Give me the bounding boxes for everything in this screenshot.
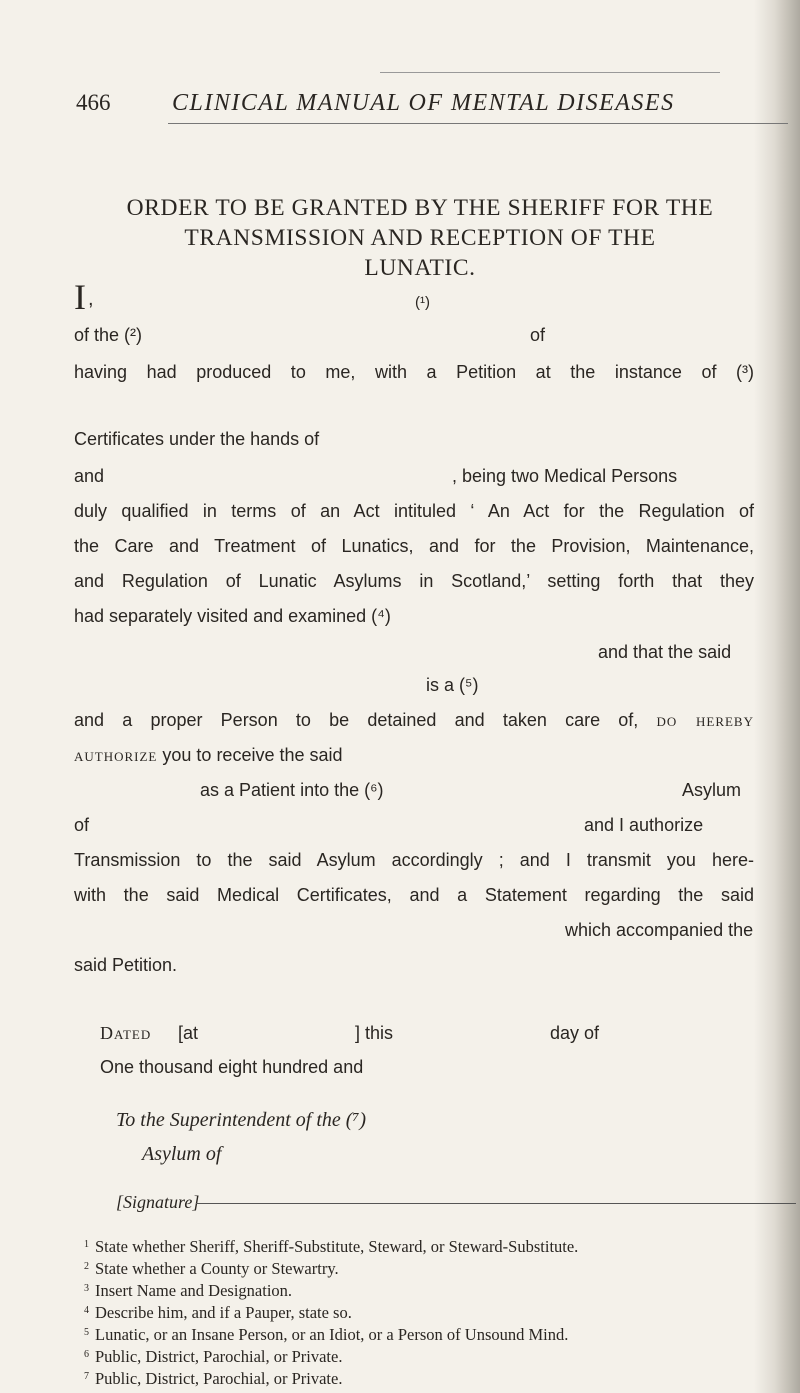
footnote-text: State whether a County or Stewartry. xyxy=(95,1259,339,1278)
footnote-text: Public, District, Parochial, or Private. xyxy=(95,1369,343,1388)
footnote-text: Lunatic, or an Insane Person, or an Idiot, or a Person of Unsound Mind. xyxy=(95,1325,569,1344)
top-rule xyxy=(380,72,720,73)
form-of-b: of xyxy=(74,815,90,835)
running-head: CLINICAL MANUAL OF MENTAL DISEASES xyxy=(172,90,675,116)
line-with: with the said Medical Certificates, and a Statement regarding the said xyxy=(74,885,754,905)
form-and-a: and xyxy=(74,466,105,486)
document-title xyxy=(70,193,770,283)
form-and-that: and that the said xyxy=(598,642,732,662)
footnote-text: Describe him, and if a Pauper, state so. xyxy=(95,1303,352,1322)
line-authorize xyxy=(74,744,343,766)
footnote-text: Public, District, Parochial, or Private. xyxy=(95,1347,343,1366)
form-of-the: of the (²) xyxy=(74,325,143,345)
line-duly: duly qualified in terms of an Act intituled ‘ An Act for the Regulation of xyxy=(74,501,754,521)
form-signature: [Signature] xyxy=(116,1192,200,1212)
form-said-petition: said Petition. xyxy=(74,955,178,975)
footnote-3 xyxy=(84,1279,292,1301)
line-transmission: Transmission to the said Asylum accordingly ; and I transmit you here- xyxy=(74,850,754,870)
footnote-num: 1 xyxy=(84,1239,89,1250)
title-line-3: LUNATIC. xyxy=(364,255,476,281)
form-at: [at xyxy=(178,1023,199,1043)
footnote-num: 7 xyxy=(84,1371,89,1382)
line-petition: having had produced to me, with a Petition at the instance of (³) xyxy=(74,362,754,382)
footnote-text: Insert Name and Designation. xyxy=(95,1281,293,1300)
form-to-superintendent: To the Superintendent of the (⁷) xyxy=(116,1109,367,1131)
signature-line xyxy=(196,1203,796,1204)
form-asylum: Asylum xyxy=(682,780,742,800)
header-rule xyxy=(168,123,788,124)
line-care: the Care and Treatment of Lunatics, and for the Provision, Maintenance, xyxy=(74,536,754,556)
line-regulation: and Regulation of Lunatic Asylums in Scotland,’ setting forth that they xyxy=(74,571,754,591)
form-i: I xyxy=(74,277,86,317)
title-line-2: TRANSMISSION AND RECEPTION OF THE xyxy=(184,225,656,251)
footnote-num: 3 xyxy=(84,1283,89,1294)
do-hereby: do hereby xyxy=(656,710,754,730)
line-proper xyxy=(74,709,754,731)
form-is-a: is a (⁵) xyxy=(426,675,479,695)
form-day-of: day of xyxy=(550,1023,600,1043)
footnote-num: 6 xyxy=(84,1349,89,1360)
form-this: ] this xyxy=(355,1023,394,1043)
footnote-ref-1: (¹) xyxy=(415,294,430,311)
form-which-accompanied: which accompanied the xyxy=(565,920,754,940)
title-line-1: ORDER TO BE GRANTED BY THE SHERIFF FOR THE xyxy=(126,195,714,221)
line-visited: had separately visited and examined (⁴) xyxy=(74,606,391,626)
form-and-i-authorize: and I authorize xyxy=(584,815,704,835)
form-i-comma: , xyxy=(88,288,94,310)
line-proper-text: and a proper Person to be detained and taken care of, xyxy=(74,710,639,730)
footnote-1 xyxy=(84,1235,578,1257)
form-dated: Dated xyxy=(100,1023,152,1043)
page-number: 466 xyxy=(76,90,111,115)
receive-text: you to receive the said xyxy=(162,745,343,765)
footnote-2 xyxy=(84,1257,339,1279)
footnote-4 xyxy=(84,1301,352,1323)
form-one-thousand: One thousand eight hundred and xyxy=(100,1057,364,1077)
footnote-num: 4 xyxy=(84,1305,89,1316)
line-certificates: Certificates under the hands of xyxy=(74,429,320,449)
footnote-6 xyxy=(84,1345,342,1367)
form-asylum-of: Asylum of xyxy=(142,1143,222,1165)
footnote-text: State whether Sheriff, Sheriff-Substitute, Steward, or Steward-Substitute. xyxy=(95,1237,579,1256)
footnote-num: 2 xyxy=(84,1261,89,1272)
page-header xyxy=(76,90,716,130)
footnote-5 xyxy=(84,1323,568,1345)
footnote-7 xyxy=(84,1367,342,1389)
form-as-patient: as a Patient into the (⁶) xyxy=(200,780,384,800)
authorize: authorize xyxy=(74,745,158,765)
line-being-two: , being two Medical Persons xyxy=(452,466,678,486)
footnote-num: 5 xyxy=(84,1327,89,1338)
form-of-a: of xyxy=(530,325,546,345)
